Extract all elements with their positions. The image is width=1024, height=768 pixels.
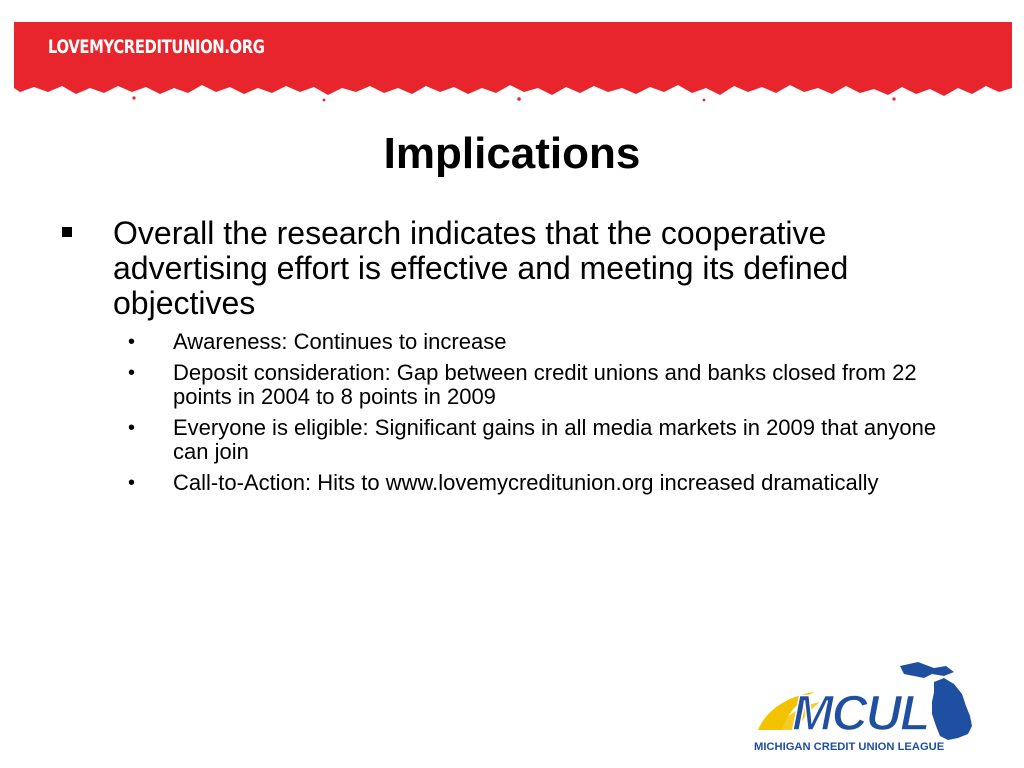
main-bullet-text: Overall the research indicates that the cooperative advertising effort is effective and meeting its defined objectives: [113, 215, 849, 321]
square-bullet-icon: [62, 227, 72, 237]
logo-abbr: MCUL: [792, 685, 929, 741]
dot-bullet-icon: •: [128, 362, 136, 384]
sub-bullet-item: [128, 361, 958, 409]
slide-title: Implications: [383, 129, 641, 178]
mcul-logo: [748, 660, 998, 756]
site-name[interactable]: LOVEMYCREDITUNION.ORG: [48, 36, 265, 58]
sub-bullet-item: [128, 330, 958, 354]
sub-bullet-list: [128, 330, 958, 502]
sub-bullet-text: Call-to-Action: Hits to www.lovemycreditunion.org increased dramatically: [173, 470, 879, 495]
dot-bullet-icon: •: [128, 331, 136, 353]
logo-name: MICHIGAN CREDIT UNION LEAGUE: [754, 741, 945, 753]
dot-bullet-icon: •: [128, 417, 136, 439]
torn-banner-shape: [14, 22, 1012, 104]
sub-bullet-item: [128, 471, 958, 495]
sub-bullet-text: Awareness: Continues to increase: [173, 329, 507, 354]
sub-bullet-item: [128, 416, 958, 464]
mcul-logo-graphic: [748, 660, 998, 756]
sub-bullet-text: Everyone is eligible: Significant gains in all media markets in 2009 that anyone can join: [173, 415, 937, 464]
dot-bullet-icon: •: [128, 472, 136, 494]
sub-bullet-text: Deposit consideration: Gap between credit unions and banks closed from 22 points in 2004 to 8 points in 2009: [173, 360, 917, 409]
header-banner: [14, 22, 1012, 104]
